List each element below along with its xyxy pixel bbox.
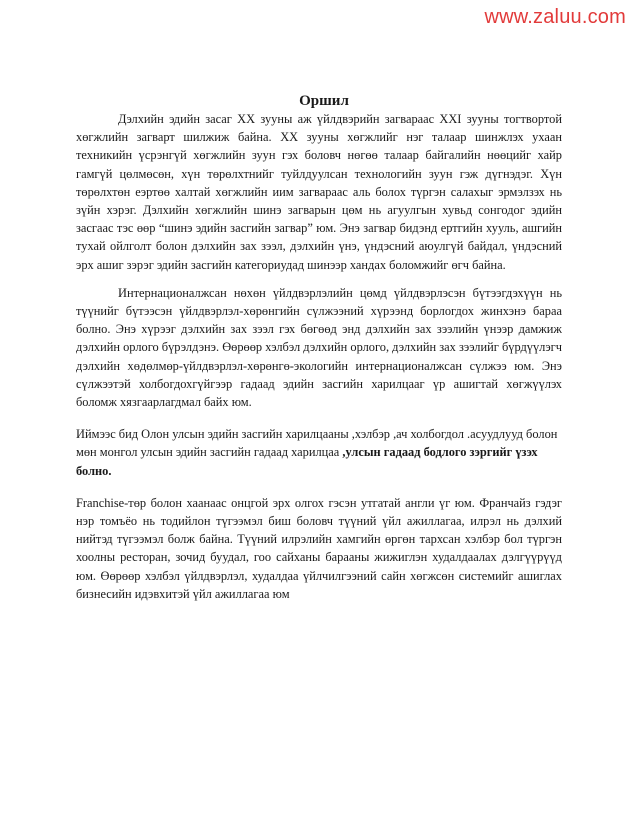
paragraph-scope-text: Иймээс бид Олон улсын эдийн засгийн харилцааны ,хэлбэр ,ач холбогдол .асуудлууд болон мөн монгол улсын эдийн засгийн гадаад харилцаа [76,427,558,460]
watermark: www.zaluu.com [484,6,626,28]
paragraph-internationalization: Интернационалжсан нөхөн үйлдвэрлэлийн цөмд үйлдвэрлэсэн бүтээгдэхүүн нь түүнийг бүтээсэн үйлдвэрлэл-хөрөнгийн сүлжээний хүрээнд борлогдох жинхэнэ бараа болно. Энэ хүрээг дэлхийн зах зээл гэх бөгөөд энд дэлхийн зах зээлийн үнээр дамжиж дэлхийн орлого бүрэлдэнэ. Өөрөөр хэлбэл дэлхийн орлого, дэлхийн зах зээлийг бүрдүүлэгч дэлхийн хөдөлмөр-үйлдвэрлэл-хөрөнгө-экологийн интернационалжсан сүлжээ юм. Энэ сүлжээтэй холбогдохгүйгээр гадаад эдийн засгийн харилцааг үр ашигтай хөгжүүлэх боломж хязгаарлагдмал байх юм. [76,285,562,410]
paragraph-scope-bold-text: ,улсын гадаад бодлого зэргийг үзэх болно. [76,445,538,478]
paragraph-franchise: Franchise-төр болон хаанаас онцгой эрх олгох гэсэн утгатай англи үг юм. Франчайз гэдэг нэр томъёо нь тодийлон түгээмэл биш боловч түүний үйл ажиллагаа, илрэл нь дэлхий нийтэд түгээмэл болж байна. Түүний илрэлийн хамгийн өргөн тархсан хэлбэр бол түргэн хоолны ресторан, зочид буудал, гоо сайханы барааны жижиглэн худалдаалах дэлгүүрүүд юм. Өөрөөр хэлбэл үйлдвэрлэл, худалдаа үйлчилгээний сайн хөгжсөн системийг ашиглах бизнесийн идэвхитэй үйл ажиллагаа юм [76,495,562,601]
paragraph-scope [76,425,562,480]
document-title: Оршил [299,93,349,109]
document-body [76,92,562,603]
paragraph-intro: Дэлхийн эдийн засаг XX зууны аж үйлдвэрийн загвараас XXI зууны тогтвортой хөгжлийн загварт шилжиж байна. XX зууны хөгжлийг нэг талаар шинжлэх ухаан техникийн үсрэнгүй хөгжлийн зуун гэх боловч нөгөө талаар байгалийн нөөцийг хайр гамгүй цөлмөсөн, хүн төрөлхтнийг туйлдуулсан технологийн зуун гэж дүгнэдэг. Хүн төрөлхтөн еэртөө халтай хөгжлийн иим загвараас аль болох түргэн салахыг эрмэлзэх нь зүйн хэрэг. Дэлхийн хөгжлийн шинэ загварын цөм нь агуулгын хувьд сонгодог эдийн засгаас тэс өөр “шинэ эдийн засгийн загвар” юм. Энэ загвар бидэнд ертгийн хууль, ашгийн тухай ойлголт болон дэлхийн зах зээл, дэлхийн үнэ, үндэсний аюулгүй байдал, үндэсний эрх ашиг зэрэг эдийн засгийн категориудад шинээр хандах боломжийг өгч байна. [76,112,562,272]
